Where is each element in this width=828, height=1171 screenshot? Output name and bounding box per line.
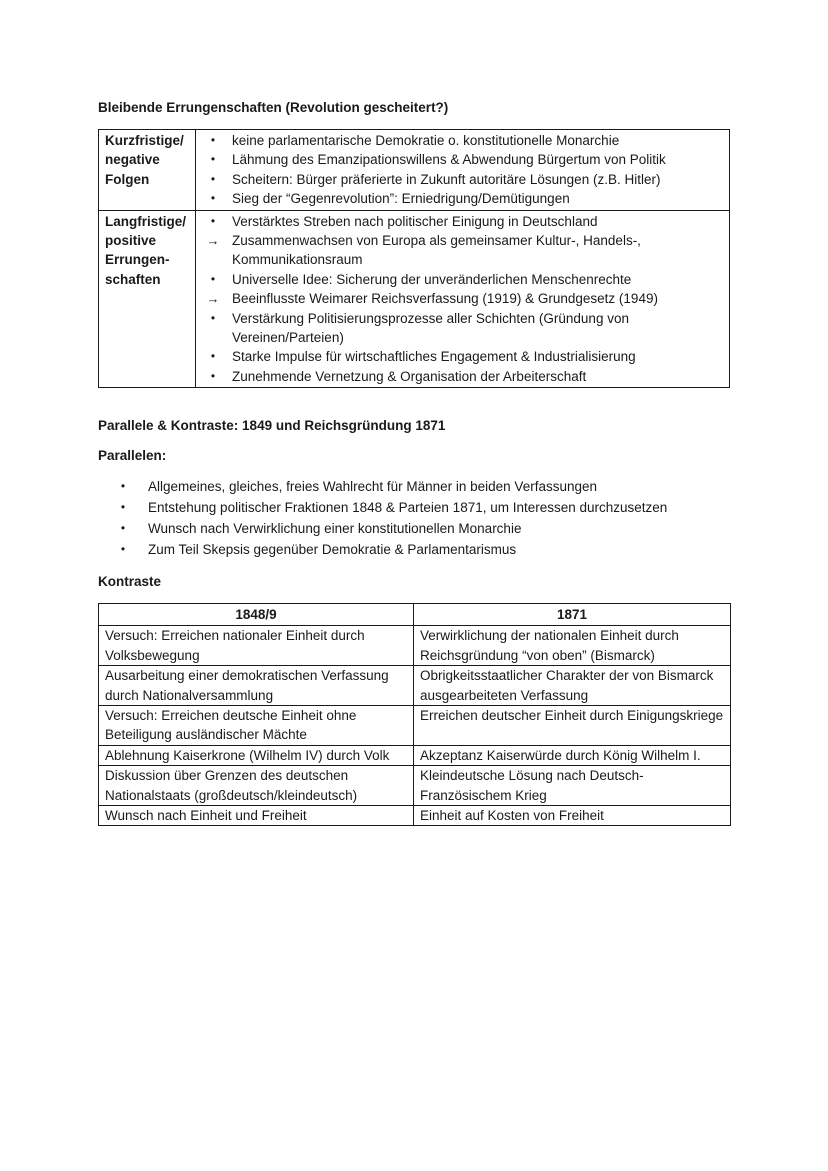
row-content-kurzfristig — [196, 130, 730, 211]
table-row — [99, 626, 731, 666]
table-cell: Kleindeutsche Lösung nach Deutsch-Französischem Krieg — [414, 766, 731, 806]
list-item-text: Zusammenwachsen von Europa als gemeinsamer Kultur-, Handels-, Kommunikationsraum — [232, 233, 641, 268]
row-content-langfristig — [196, 210, 730, 388]
table-cell: Ausarbeitung einer demokratischen Verfassung durch Nationalversammlung — [99, 666, 414, 706]
row-label-kurzfristig: Kurzfristige/ negative Folgen — [99, 130, 196, 211]
table-cell: Versuch: Erreichen deutsche Einheit ohne Beteiligung ausländischer Mächte — [99, 706, 414, 746]
list-item — [200, 270, 725, 289]
list-item-text: Beeinflusste Weimarer Reichsverfassung (1919) & Grundgesetz (1949) — [232, 291, 658, 307]
table-cell: Einheit auf Kosten von Freiheit — [414, 806, 731, 826]
contrasts-table — [98, 603, 731, 826]
table-cell: Verwirklichung der nationalen Einheit durch Reichsgründung “von oben” (Bismarck) — [414, 626, 731, 666]
arrow-right-icon: → — [206, 233, 220, 249]
list-item-text: Verstärkung Politisierungsprozesse aller Schichten (Gründung von Vereinen/Parteien) — [232, 310, 629, 346]
list-item-text: Allgemeines, gleiches, freies Wahlrecht für Männer in beiden Verfassungen — [148, 479, 597, 494]
list-item — [200, 189, 725, 208]
table-row — [99, 766, 731, 806]
table-cell: Akzeptanz Kaiserwürde durch König Wilhelm I. — [414, 745, 731, 765]
list-item — [98, 539, 738, 560]
list-item — [98, 497, 738, 518]
list-item-text: Zunehmende Vernetzung & Organisation der Arbeiterschaft — [232, 368, 587, 384]
table-row — [99, 210, 730, 388]
bullet-icon: • — [120, 500, 126, 514]
table-row — [99, 745, 731, 765]
table-row — [99, 806, 731, 826]
table-cell: Wunsch nach Einheit und Freiheit — [99, 806, 414, 826]
table-row — [99, 706, 731, 746]
list-item-text: Sieg der “Gegenrevolution”: Erniedrigung/Demütigungen — [232, 191, 570, 207]
section-title-parallele-kontraste: Parallele & Kontraste: 1849 und Reichsgründung 1871 — [98, 418, 446, 433]
bullet-icon: • — [210, 152, 216, 167]
bullet-icon: • — [210, 271, 216, 286]
list-item — [200, 131, 725, 150]
column-header-1871: 1871 — [414, 604, 731, 626]
bullet-icon: • — [210, 191, 216, 206]
bullet-icon: • — [210, 133, 216, 147]
list-item-text: Scheitern: Bürger präferierte in Zukunft autoritäre Lösungen (z.B. Hitler) — [232, 171, 661, 187]
table-cell: Diskussion über Grenzen des deutschen Nationalstaats (großdeutsch/kleindeutsch) — [99, 766, 414, 806]
list-item — [200, 289, 725, 308]
table-cell: Ablehnung Kaiserkrone (Wilhelm IV) durch Volk — [99, 745, 414, 765]
table-cell: Erreichen deutscher Einheit durch Einigungskriege — [414, 706, 731, 746]
list-item-text: Universelle Idee: Sicherung der unveränderlichen Menschenrechte — [232, 271, 632, 287]
bullet-icon: • — [210, 171, 216, 186]
section-title-errungenschaften: Bleibende Errungenschaften (Revolution gescheitert?) — [98, 100, 449, 115]
bullet-icon: • — [210, 310, 216, 325]
errungenschaften-table — [98, 129, 730, 388]
list-item-text: Verstärktes Streben nach politischer Einigung in Deutschland — [232, 213, 598, 229]
bullet-icon: • — [210, 349, 216, 364]
column-header-1848: 1848/9 — [99, 604, 414, 626]
table-row — [99, 666, 731, 706]
bullet-icon: • — [210, 368, 216, 383]
bullet-icon: • — [120, 542, 126, 556]
list-item — [98, 476, 738, 497]
list-item — [200, 231, 725, 270]
table-cell: Obrigkeitsstaatlicher Charakter der von Bismarck ausgearbeiteten Verfassung — [414, 666, 731, 706]
row-label-langfristig: Langfristige/ positive Errungen-schaften — [99, 210, 196, 388]
bullet-icon: • — [120, 479, 126, 493]
parallels-heading: Parallelen: — [98, 448, 167, 463]
list-item-text: keine parlamentarische Demokratie o. konstitutionelle Monarchie — [232, 133, 620, 148]
list-item — [200, 367, 725, 386]
list-item-text: Lähmung des Emanzipationswillens & Abwendung Bürgertum von Politik — [232, 152, 666, 168]
bullet-icon: • — [120, 521, 126, 535]
list-item — [200, 150, 725, 169]
list-item-text: Starke Impulse für wirtschaftliches Engagement & Industrialisierung — [232, 349, 636, 365]
list-item — [98, 518, 738, 539]
contrasts-heading: Kontraste — [98, 574, 162, 589]
list-item — [200, 347, 725, 366]
table-row — [99, 130, 730, 211]
list-item-text: Zum Teil Skepsis gegenüber Demokratie & Parlamentarismus — [148, 542, 517, 557]
list-item — [200, 212, 725, 231]
list-item-text: Wunsch nach Verwirklichung einer konstitutionellen Monarchie — [148, 521, 522, 536]
list-item — [200, 309, 725, 348]
table-cell: Versuch: Erreichen nationaler Einheit durch Volksbewegung — [99, 626, 414, 666]
table-header-row — [99, 604, 731, 626]
parallels-list — [98, 476, 738, 560]
list-item-text: Entstehung politischer Fraktionen 1848 & Parteien 1871, um Interessen durchzusetzen — [148, 500, 668, 515]
list-item — [200, 170, 725, 189]
bullet-icon: • — [210, 213, 216, 228]
arrow-right-icon: → — [206, 291, 220, 307]
